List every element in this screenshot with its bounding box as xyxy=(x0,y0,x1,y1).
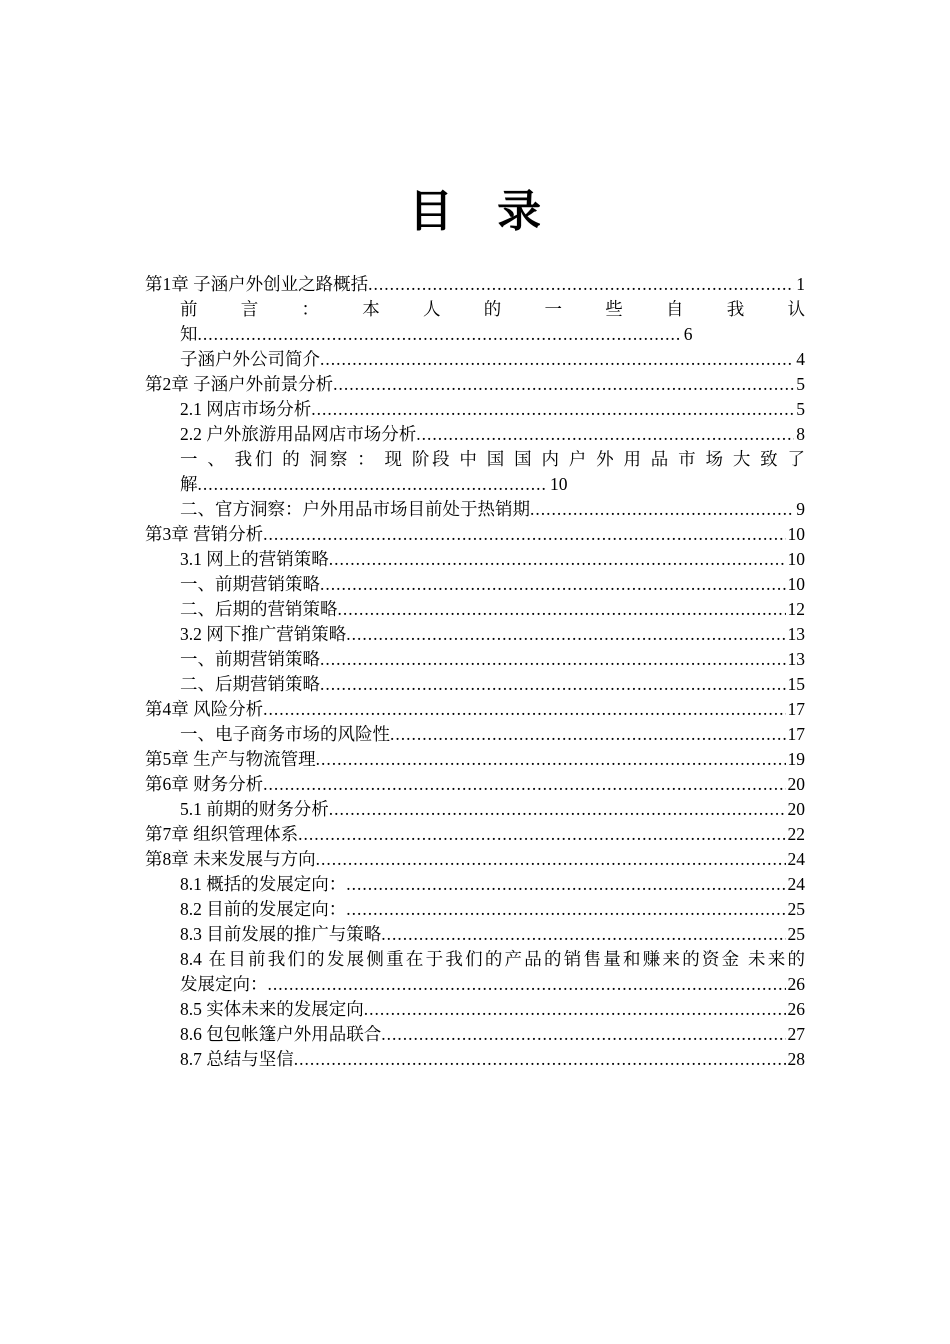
toc-entry[interactable] xyxy=(145,997,805,1022)
page-number: 27 xyxy=(787,1024,805,1045)
page-number: 13 xyxy=(787,649,805,670)
dot-leader xyxy=(346,872,785,897)
dot-leader xyxy=(263,522,785,547)
page-number: 12 xyxy=(787,599,805,620)
toc-entry[interactable] xyxy=(145,647,805,672)
dot-leader xyxy=(390,722,786,747)
toc-entry-text: 一、电子商务市场的风险性 xyxy=(180,724,390,745)
toc-entry[interactable] xyxy=(145,622,805,647)
toc-entry[interactable] xyxy=(145,572,805,597)
toc-entry-text: 8.2 目前的发展定向： xyxy=(180,899,347,920)
dot-leader xyxy=(368,272,794,297)
toc-entry-text: 2.1 网店市场分析 xyxy=(180,399,312,420)
page-number: 25 xyxy=(787,899,805,920)
toc-entry-text: 第4章 风险分析 xyxy=(145,699,264,720)
dot-leader xyxy=(263,772,785,797)
toc-entry-text: 2.2 户外旅游用品网店市场分析 xyxy=(180,424,417,445)
dot-leader xyxy=(198,322,682,347)
toc-entry-text: 8.4 在目前我们的发展侧重在于我们的产品的销售量和赚来的资金 未来的 xyxy=(180,949,805,970)
dot-leader xyxy=(320,572,786,597)
toc-entry[interactable] xyxy=(145,922,805,947)
toc-entry[interactable] xyxy=(145,797,805,822)
page-number: 20 xyxy=(787,774,805,795)
page-number: 10 xyxy=(787,549,805,570)
page-number: 10 xyxy=(550,474,568,495)
dot-leader xyxy=(381,922,785,947)
toc-entry-text: 8.3 目前发展的推广与策略 xyxy=(180,924,382,945)
toc-entry-text: 3.2 网下推广营销策略 xyxy=(180,624,347,645)
dot-leader xyxy=(364,997,786,1022)
page-number: 17 xyxy=(787,699,805,720)
toc-entry[interactable] xyxy=(145,397,805,422)
toc-entry-text: 二、后期营销策略 xyxy=(180,674,320,695)
toc-entry[interactable] xyxy=(145,522,805,547)
page-number: 4 xyxy=(796,349,805,370)
toc-entry[interactable] xyxy=(145,722,805,747)
page-number: 5 xyxy=(796,374,805,395)
toc-entry-text: 二、官方洞察：户外用品市场目前处于热销期 xyxy=(180,499,530,520)
dot-leader xyxy=(263,697,785,722)
toc-entry[interactable] xyxy=(145,447,805,497)
toc-entry[interactable] xyxy=(145,422,805,447)
toc-entry[interactable] xyxy=(145,597,805,622)
page-number: 22 xyxy=(787,824,805,845)
page-number: 17 xyxy=(787,724,805,745)
toc-entry-text: 前 言 ： 本 人 的 一 些 自 我 认 xyxy=(180,299,805,320)
toc-entry[interactable] xyxy=(145,697,805,722)
toc-entry[interactable] xyxy=(145,297,805,347)
page-number: 1 xyxy=(796,274,805,295)
dot-leader xyxy=(316,747,786,772)
page-title: 目 录 xyxy=(408,187,558,236)
toc-entry[interactable] xyxy=(145,897,805,922)
toc-entry-text: 8.7 总结与坚信 xyxy=(180,1049,294,1070)
toc-entry[interactable] xyxy=(145,947,805,997)
page-number: 20 xyxy=(787,799,805,820)
dot-leader xyxy=(346,897,785,922)
toc-entry-text: 第7章 组织管理体系 xyxy=(145,824,299,845)
toc-entry[interactable] xyxy=(145,822,805,847)
toc-entry[interactable] xyxy=(145,347,805,372)
toc-entry-text: 子涵户外公司简介 xyxy=(180,349,320,370)
dot-leader xyxy=(338,597,786,622)
page-number: 5 xyxy=(796,399,805,420)
toc-entry-text: 第6章 财务分析 xyxy=(145,774,264,795)
toc-entry[interactable] xyxy=(145,1047,805,1072)
toc-entry[interactable] xyxy=(145,497,805,522)
page-number: 6 xyxy=(683,324,693,345)
page-number: 28 xyxy=(787,1049,805,1070)
dot-leader xyxy=(311,397,794,422)
toc-entry[interactable] xyxy=(145,1022,805,1047)
toc-entry-text: 8.5 实体未来的发展定向 xyxy=(180,999,364,1020)
dot-leader xyxy=(530,497,794,522)
dot-leader xyxy=(333,372,794,397)
toc-entry-text: 第1章 子涵户外创业之路概括 xyxy=(145,274,369,295)
toc-entry-text: 解 xyxy=(180,474,198,495)
page-number: 24 xyxy=(787,874,805,895)
toc-entry-text: 二、后期的营销策略 xyxy=(180,599,338,620)
toc-entry-text: 一 、 我们 的 洞察 ： 现 阶段 中 国 国 内 户 外 用 品 市 场 大 致 了 xyxy=(180,449,805,470)
page-number: 10 xyxy=(787,574,805,595)
dot-leader xyxy=(294,1047,786,1072)
dot-leader xyxy=(316,847,786,872)
dot-leader xyxy=(329,547,786,572)
dot-leader xyxy=(298,822,785,847)
toc-entry-text: 发展定向： xyxy=(180,974,268,995)
toc-entry[interactable] xyxy=(145,772,805,797)
toc-entry[interactable] xyxy=(145,547,805,572)
page-number: 9 xyxy=(796,499,805,520)
dot-leader xyxy=(329,797,786,822)
toc-entry-text: 第5章 生产与物流管理 xyxy=(145,749,316,770)
toc-entry-text: 知 xyxy=(180,324,198,345)
toc-entry-text: 一、前期营销策略 xyxy=(180,574,320,595)
page-number: 24 xyxy=(787,849,805,870)
toc-entry-text: 5.1 前期的财务分析 xyxy=(180,799,329,820)
page-number: 26 xyxy=(787,974,805,995)
toc-entry[interactable] xyxy=(145,747,805,772)
dot-leader xyxy=(320,672,786,697)
dot-leader xyxy=(198,472,549,497)
dot-leader xyxy=(268,972,786,997)
page-number: 13 xyxy=(787,624,805,645)
toc-entry[interactable] xyxy=(145,872,805,897)
page-number: 25 xyxy=(787,924,805,945)
dot-leader xyxy=(416,422,794,447)
toc-entry-text: 第2章 子涵户外前景分析 xyxy=(145,374,334,395)
toc-entry-text: 8.1 概括的发展定向： xyxy=(180,874,347,895)
dot-leader xyxy=(320,647,786,672)
toc-entry-text: 8.6 包包帐篷户外用品联合 xyxy=(180,1024,382,1045)
toc-entry[interactable] xyxy=(145,847,805,872)
toc-entry-text: 第8章 未来发展与方向 xyxy=(145,849,316,870)
dot-leader xyxy=(346,622,785,647)
toc-entry-text: 一、前期营销策略 xyxy=(180,649,320,670)
page-number: 15 xyxy=(787,674,805,695)
toc-list xyxy=(145,272,805,1072)
page-number: 26 xyxy=(787,999,805,1020)
page-number: 8 xyxy=(796,424,805,445)
dot-leader xyxy=(381,1022,785,1047)
toc-entry-text: 3.1 网上的营销策略 xyxy=(180,549,329,570)
toc-entry[interactable] xyxy=(145,272,805,297)
toc-entry-text: 第3章 营销分析 xyxy=(145,524,264,545)
toc-entry[interactable] xyxy=(145,672,805,697)
page-number: 19 xyxy=(787,749,805,770)
toc-entry[interactable] xyxy=(145,372,805,397)
dot-leader xyxy=(320,347,794,372)
page-number: 10 xyxy=(787,524,805,545)
